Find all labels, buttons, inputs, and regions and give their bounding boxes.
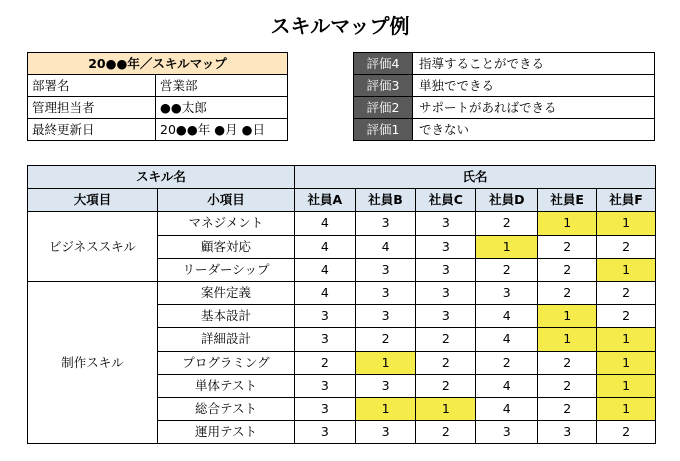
info-table — [27, 52, 288, 141]
score-cell: 4 — [355, 235, 416, 258]
skill-item: 運用テスト — [158, 421, 295, 444]
score-cell: 3 — [416, 212, 476, 235]
legend-desc-1: できない — [413, 119, 655, 141]
legend-table — [353, 52, 655, 141]
skill-item: マネジメント — [158, 212, 295, 235]
legend-desc-2: サポートがあればできる — [413, 97, 655, 119]
score-cell: 3 — [295, 421, 356, 444]
score-cell: 2 — [416, 351, 476, 374]
score-cell: 3 — [416, 258, 476, 281]
score-cell: 2 — [416, 374, 476, 397]
score-cell: 4 — [476, 397, 538, 420]
score-cell: 2 — [416, 328, 476, 351]
employee-name-header: 氏名 — [295, 166, 656, 189]
employee-header-3: 社員D — [476, 189, 538, 212]
score-cell: 1 — [597, 374, 656, 397]
info-label-updated: 最終更新日 — [28, 119, 156, 141]
score-cell: 2 — [538, 258, 597, 281]
score-cell: 4 — [295, 281, 356, 304]
score-cell: 1 — [597, 212, 656, 235]
score-cell: 3 — [476, 281, 538, 304]
score-cell: 2 — [538, 351, 597, 374]
table-row — [28, 212, 656, 235]
score-cell: 2 — [538, 281, 597, 304]
score-cell: 1 — [538, 305, 597, 328]
skill-map-table — [27, 165, 656, 444]
info-value-manager: ●●太郎 — [156, 97, 288, 119]
category-0: ビジネススキル — [28, 212, 158, 282]
score-cell: 2 — [476, 212, 538, 235]
legend-level-4: 評価4 — [354, 53, 413, 75]
info-value-department: 営業部 — [156, 75, 288, 97]
score-cell: 1 — [538, 328, 597, 351]
score-cell: 2 — [538, 374, 597, 397]
score-cell: 3 — [538, 421, 597, 444]
skill-item: 詳細設計 — [158, 328, 295, 351]
legend-desc-4: 指導することができる — [413, 53, 655, 75]
score-cell: 3 — [355, 258, 416, 281]
score-cell: 2 — [476, 258, 538, 281]
employee-header-4: 社員E — [538, 189, 597, 212]
score-cell: 1 — [597, 258, 656, 281]
employee-header-5: 社員F — [597, 189, 656, 212]
score-cell: 3 — [355, 305, 416, 328]
score-cell: 3 — [355, 281, 416, 304]
legend-desc-3: 単独でできる — [413, 75, 655, 97]
score-cell: 2 — [476, 351, 538, 374]
page-title: スキルマップ例 — [270, 14, 410, 38]
skill-item: 総合テスト — [158, 397, 295, 420]
score-cell: 2 — [538, 397, 597, 420]
category-1: 制作スキル — [28, 281, 158, 443]
score-cell: 4 — [476, 305, 538, 328]
skill-item: 顧客対応 — [158, 235, 295, 258]
skill-item: 単体テスト — [158, 374, 295, 397]
skill-item: 基本設計 — [158, 305, 295, 328]
score-cell: 2 — [416, 421, 476, 444]
info-label-department: 部署名 — [28, 75, 156, 97]
legend-level-1: 評価1 — [354, 119, 413, 141]
info-value-updated: 20●●年 ●月 ●日 — [156, 119, 288, 141]
score-cell: 2 — [538, 235, 597, 258]
score-cell: 2 — [295, 351, 356, 374]
info-header: 20●●年／スキルマップ — [28, 53, 288, 75]
score-cell: 2 — [597, 235, 656, 258]
score-cell: 1 — [597, 328, 656, 351]
table-row — [28, 281, 656, 304]
score-cell: 2 — [597, 305, 656, 328]
score-cell: 4 — [476, 328, 538, 351]
score-cell: 4 — [295, 258, 356, 281]
score-cell: 3 — [416, 305, 476, 328]
score-cell: 4 — [295, 235, 356, 258]
score-cell: 2 — [355, 328, 416, 351]
legend-level-3: 評価3 — [354, 75, 413, 97]
skill-item: プログラミング — [158, 351, 295, 374]
employee-header-0: 社員A — [295, 189, 356, 212]
score-cell: 4 — [295, 212, 356, 235]
score-cell: 1 — [597, 351, 656, 374]
score-cell: 3 — [295, 305, 356, 328]
score-cell: 1 — [355, 351, 416, 374]
score-cell: 2 — [597, 421, 656, 444]
score-cell: 3 — [355, 421, 416, 444]
score-cell: 1 — [476, 235, 538, 258]
score-cell: 3 — [295, 328, 356, 351]
skill-item: リーダーシップ — [158, 258, 295, 281]
skill-name-header: スキル名 — [28, 166, 295, 189]
legend-level-2: 評価2 — [354, 97, 413, 119]
score-cell: 3 — [355, 374, 416, 397]
score-cell: 3 — [295, 374, 356, 397]
score-cell: 4 — [476, 374, 538, 397]
major-item-header: 大項目 — [28, 189, 158, 212]
score-cell: 1 — [538, 212, 597, 235]
minor-item-header: 小項目 — [158, 189, 295, 212]
score-cell: 3 — [355, 212, 416, 235]
score-cell: 3 — [416, 235, 476, 258]
score-cell: 3 — [416, 281, 476, 304]
skill-item: 案件定義 — [158, 281, 295, 304]
info-label-manager: 管理担当者 — [28, 97, 156, 119]
header-row-group — [28, 166, 656, 189]
score-cell: 1 — [355, 397, 416, 420]
header-row-columns — [28, 189, 656, 212]
score-cell: 2 — [597, 281, 656, 304]
score-cell: 3 — [295, 397, 356, 420]
employee-header-2: 社員C — [416, 189, 476, 212]
score-cell: 1 — [597, 397, 656, 420]
score-cell: 1 — [416, 397, 476, 420]
employee-header-1: 社員B — [355, 189, 416, 212]
score-cell: 3 — [476, 421, 538, 444]
